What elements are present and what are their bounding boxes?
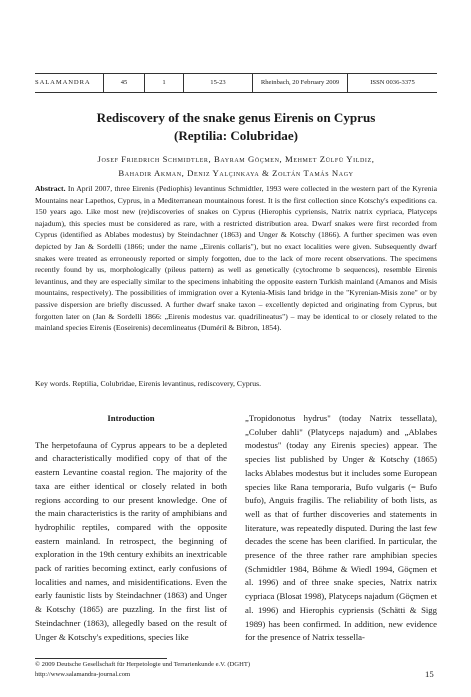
abstract <box>35 183 437 334</box>
introduction-text-right: „Tropidonotus hydrus" (today Natrix tessellata), „Coluber dahli" (Platyceps najadum) and „Ablabes modestus" (today any Eirenis species) appear. The species list published by Unger & Kotschy (1865) lacks Ablabes modestus but it includes some European species like Rana temporaria, Bufo vulgaris (= Bufo bufo), Anguis fragilis. The reliability of both lists, as well as that of further discoveries and statements in literature, was repeatedly disputed. During the last few decades the scene has been clarified. In particular, the presence of the three rather rare amphibian species (Schmidtler 1984, Böhme & Wiedl 1994, Göçmen et al. 1996) and of three snake species, Natrix natrix cypriaca (Blosat 1998), Platyceps najadum (Göçmen et al. 1996) and Hierophis cypriensis (Schätti & Sigg 1989) has been confirmed. In addition, new evidence for the presence of Natrix tessella- <box>245 413 437 643</box>
authors-line2: Bahadir Akman, Deniz Yalçinkaya & Zoltán Tamás Nagy <box>118 168 354 178</box>
journal-volume: 45 <box>120 79 128 86</box>
abstract-label: Abstract. <box>35 184 66 193</box>
journal-name: SALAMANDRA <box>35 79 91 86</box>
left-column <box>35 412 227 644</box>
abstract-text: In April 2007, three Eirenis (Pediophis) levantinus Schmidtler, 1993 were collected in the western part of the Kyrenia Mountains near Lapethos, Cyprus, in a Mediterranean mountainous forest. It is the first collection since Kotschy's expeditions ca. 150 years ago. Like most new (re)discoveries of snakes on Cyprus (Hierophis cypriensis, Natrix natrix cypriaca, Platyceps najadum), this species must be considered as rare, with a restricted distribution area. Dwarf snakes were first recorded from Cyprus (identified as Ablabes modestus) by Steindachner (1863) and Unger & Kotschy (1866). A further specimen was even depicted by Jan & Sordelli (1866; under the name „Eirenis collaris"), but no exact localities were given. Subsequently dwarf snakes were treated as erroneously reported or simply forgotten, due to the lack of more recent observations. The specimens recently found by us, morphologically (pileus pattern) as well as genetically (cytochrome b sequences), resemble Eirenis levantinus, and they are especially similar to the specimens inhabiting the opposite eastern Turkish mainland (Amanos and Misis mountains, respectively). The possibilities of immigration over a Kytenia-Misis land bridge in the "Kyrenian-Misis zone" or by passive dispersion are briefly discussed. A further dwarf snake taxon – excellently depicted and originating from Cyprus, but forgotten later on (Jan & Sordelli 1866: „Eirenis modestus var. quadrilineatus") – may be identical to or closely related to the mainland species Eirenis (Eoseirenis) decemlineatus (Duméril & Bibron, 1854). <box>35 184 438 333</box>
article-title-line1: Rediscovery of the snake genus Eirenis on Cyprus <box>96 110 376 125</box>
article-title-line2: (Reptilia: Colubridae) <box>173 128 299 143</box>
footer-rule <box>35 658 167 659</box>
page-number: 15 <box>425 669 434 679</box>
journal-header-bar <box>35 73 437 93</box>
publication-place-date: Rheinbach, 20 February 2009 <box>260 79 340 86</box>
journal-issn: ISSN 0036-3375 <box>370 79 415 86</box>
right-column <box>245 412 437 645</box>
footer-copyright: © 2009 Deutsche Gesellschaft für Herpetologie und Terrarienkunde e.V. (DGHT) <box>35 661 251 668</box>
journal-pages: 15-23 <box>210 79 226 86</box>
journal-issue: 1 <box>162 79 166 86</box>
authors-line1: Josef Friedrich Schmidtler, Bayram Göçmen, Mehmet Zülfü Yildiz, <box>97 154 375 164</box>
keywords: Key words. Reptilia, Colubridae, Eirenis levantinus, rediscovery, Cyprus. <box>35 379 262 388</box>
introduction-text-left: The herpetofauna of Cyprus appears to be a depleted and characteristically modified copy of that of the eastern Levantine coastal region. The majority of the taxa are either identical or closely related in both regions according to our present knowledge. One of the main characteristics is the rarity of amphibians and hydrophilic reptiles, compared with the opposite eastern mainland. In retrospect, the beginning of exploration in the 19th century exhibits an inextricable pack of rarities becoming extinct, early confusions of localities and names, and misidentifications. Even the early faunistic lists by Steindachner (1863) and Unger & Kotschy (1865) are puzzling. In the first list of Steindachner (1863), allegedly based on the result of Unger & Kotschy's expeditions, species like <box>35 439 227 642</box>
section-heading-introduction: Introduction <box>107 413 155 423</box>
footer-url[interactable]: http://www.salamandra-journal.com <box>35 671 131 678</box>
